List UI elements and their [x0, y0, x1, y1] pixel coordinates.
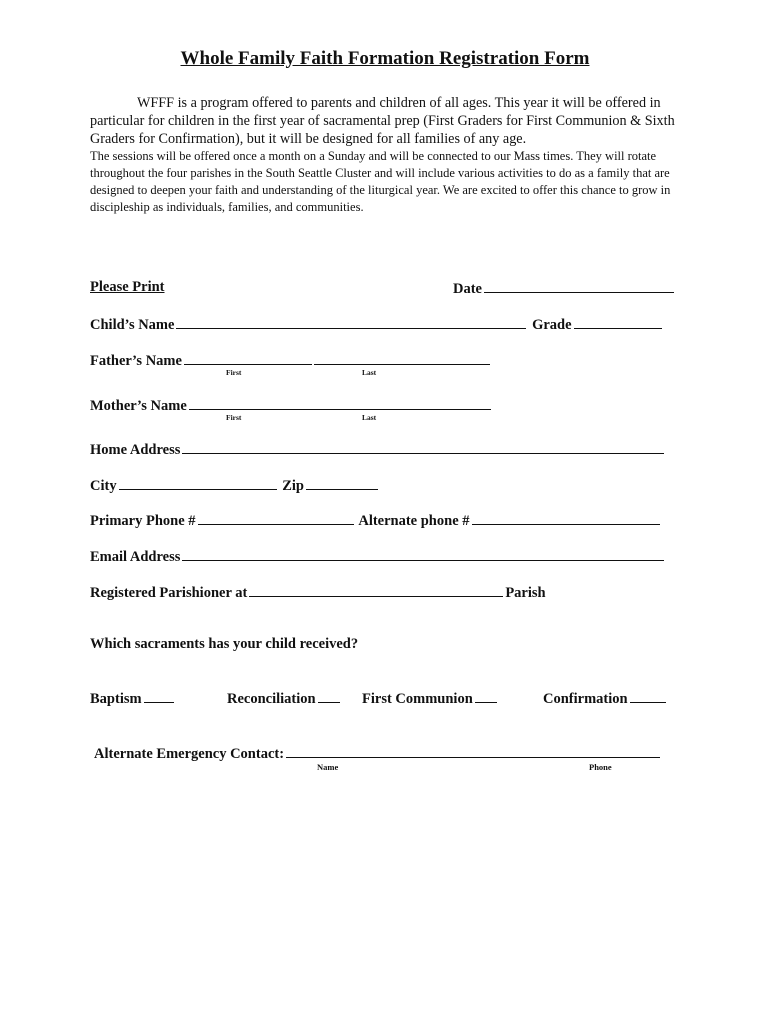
zip-field[interactable] [306, 476, 378, 490]
father-first-caption: First [226, 368, 242, 377]
city-zip-row [90, 476, 380, 495]
email-row [90, 547, 666, 566]
mother-name-label: Mother’s Name [90, 398, 187, 414]
city-label: City [90, 478, 117, 494]
emergency-contact-row [94, 744, 662, 763]
father-first-name-field[interactable] [184, 351, 312, 365]
intro-text-large: WFFF is a program offered to parents and children of all ages. This year it will be offered in particular for children in the first year of sacramental prep (First Graders for First Communion & Sixth Graders for Confirmation), but it will be designed for all families of any age. [90, 95, 675, 147]
mother-name-row [90, 396, 493, 415]
intro-paragraph [90, 94, 680, 216]
emergency-phone-caption: Phone [589, 762, 612, 772]
grade-field[interactable] [574, 315, 662, 329]
please-print-label: Please Print [90, 279, 165, 295]
intro-text-small: The sessions will be offered once a month on a Sunday and will be connected to our Mass times. They will rotate throughout the four parishes in the South Seattle Cluster and will include various activities to do as a family that are designed to deepen your faith and understanding of the liturgical year. We are excited to offer this chance to grow in discipleship as individuals, families, and communities. [90, 149, 671, 214]
confirmation-item [543, 689, 668, 708]
alternate-phone-label: Alternate phone # [358, 513, 470, 529]
phone-row [90, 511, 662, 530]
primary-phone-field[interactable] [198, 511, 354, 525]
registered-parishioner-label: Registered Parishioner at [90, 585, 248, 601]
first-communion-field[interactable] [475, 689, 497, 703]
baptism-label: Baptism [90, 691, 142, 707]
mother-name-field[interactable] [189, 396, 491, 410]
city-field[interactable] [119, 476, 277, 490]
home-address-field[interactable] [182, 440, 664, 454]
sacraments-question: Which sacraments has your child received? [90, 636, 359, 652]
date-label: Date [453, 281, 482, 297]
date-field[interactable] [484, 279, 674, 293]
child-name-label: Child’s Name [90, 317, 175, 333]
confirmation-field[interactable] [630, 689, 666, 703]
father-name-label: Father’s Name [90, 353, 182, 369]
grade-label: Grade [532, 317, 572, 333]
parish-row [90, 583, 546, 602]
first-communion-item [362, 689, 499, 708]
first-communion-label: First Communion [362, 691, 473, 707]
reconciliation-label: Reconciliation [227, 691, 316, 707]
reconciliation-item [227, 689, 342, 708]
mother-last-caption: Last [362, 413, 377, 422]
baptism-item [90, 689, 176, 708]
emergency-name-caption: Name [317, 762, 339, 772]
home-address-row [90, 440, 666, 459]
emergency-contact-field[interactable] [286, 744, 660, 758]
email-field[interactable] [182, 547, 664, 561]
baptism-field[interactable] [144, 689, 174, 703]
father-name-row [90, 351, 492, 370]
email-label: Email Address [90, 549, 181, 565]
date-row [453, 279, 676, 298]
reconciliation-field[interactable] [318, 689, 340, 703]
form-title: Whole Family Faith Formation Registration Form [180, 48, 590, 69]
parish-field[interactable] [249, 583, 503, 597]
father-last-caption: Last [362, 368, 377, 377]
child-name-row [90, 315, 664, 334]
father-last-name-field[interactable] [314, 351, 490, 365]
primary-phone-label: Primary Phone # [90, 513, 196, 529]
confirmation-label: Confirmation [543, 691, 628, 707]
zip-label: Zip [282, 478, 304, 494]
mother-first-caption: First [226, 413, 242, 422]
emergency-contact-label: Alternate Emergency Contact: [94, 746, 285, 762]
parish-label: Parish [505, 585, 546, 601]
alternate-phone-field[interactable] [472, 511, 660, 525]
child-name-field[interactable] [176, 315, 526, 329]
home-address-label: Home Address [90, 442, 181, 458]
